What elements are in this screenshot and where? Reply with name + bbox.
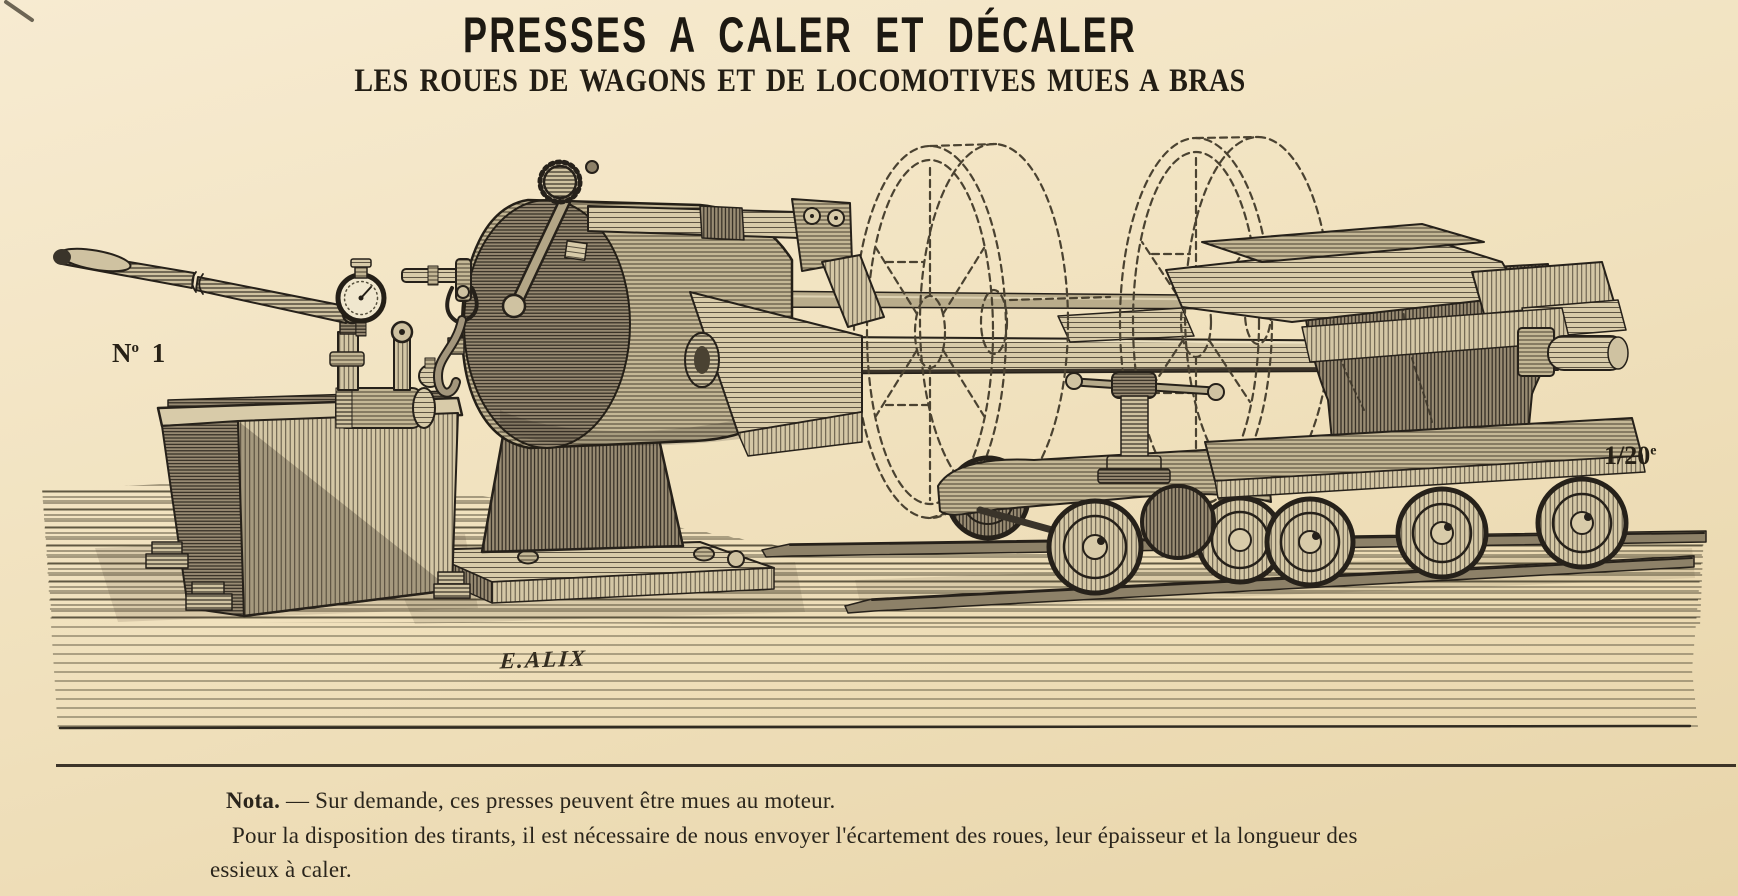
hand-pump: [330, 316, 441, 428]
scale-sup: e: [1650, 443, 1657, 459]
hydraulic-press: [420, 161, 884, 603]
bottom-rule: [56, 764, 1736, 767]
nota-line-1: [226, 787, 835, 815]
figure-number-sup: o: [131, 340, 139, 356]
engraving-illustration: [0, 110, 1738, 770]
nota-line-1-text: — Sur demande, ces presses peuvent être mues au moteur.: [280, 788, 836, 813]
axle-stub-end: [1548, 336, 1628, 370]
scale-label: [1604, 441, 1656, 471]
trolley-mid-wheel: [1049, 501, 1141, 593]
page-subtitle: LES ROUES DE WAGONS ET DE LOCOMOTIVES MUES A BRAS: [354, 63, 1246, 99]
figure-number-n: N: [112, 338, 132, 368]
nota-label: Nota.: [226, 788, 281, 813]
scale-value: 1/20: [1604, 441, 1651, 470]
slide-plate: [1058, 308, 1194, 342]
pump-lever: [53, 244, 361, 323]
figure-number-label: [112, 338, 165, 369]
corner-ink-mark: [0, 0, 60, 40]
nota-line-3: essieux à caler.: [210, 857, 352, 882]
engraver-signature: E.ALIX: [499, 645, 588, 674]
page-title: PRESSES A CALER ET DÉCALER: [463, 7, 1137, 63]
nota-line-2: Pour la disposition des tirants, il est nécessaire de nous envoyer l'écartement des roues, leur épaisseur et la longueur des: [232, 823, 1358, 848]
figure-number-value: 1: [151, 338, 166, 368]
